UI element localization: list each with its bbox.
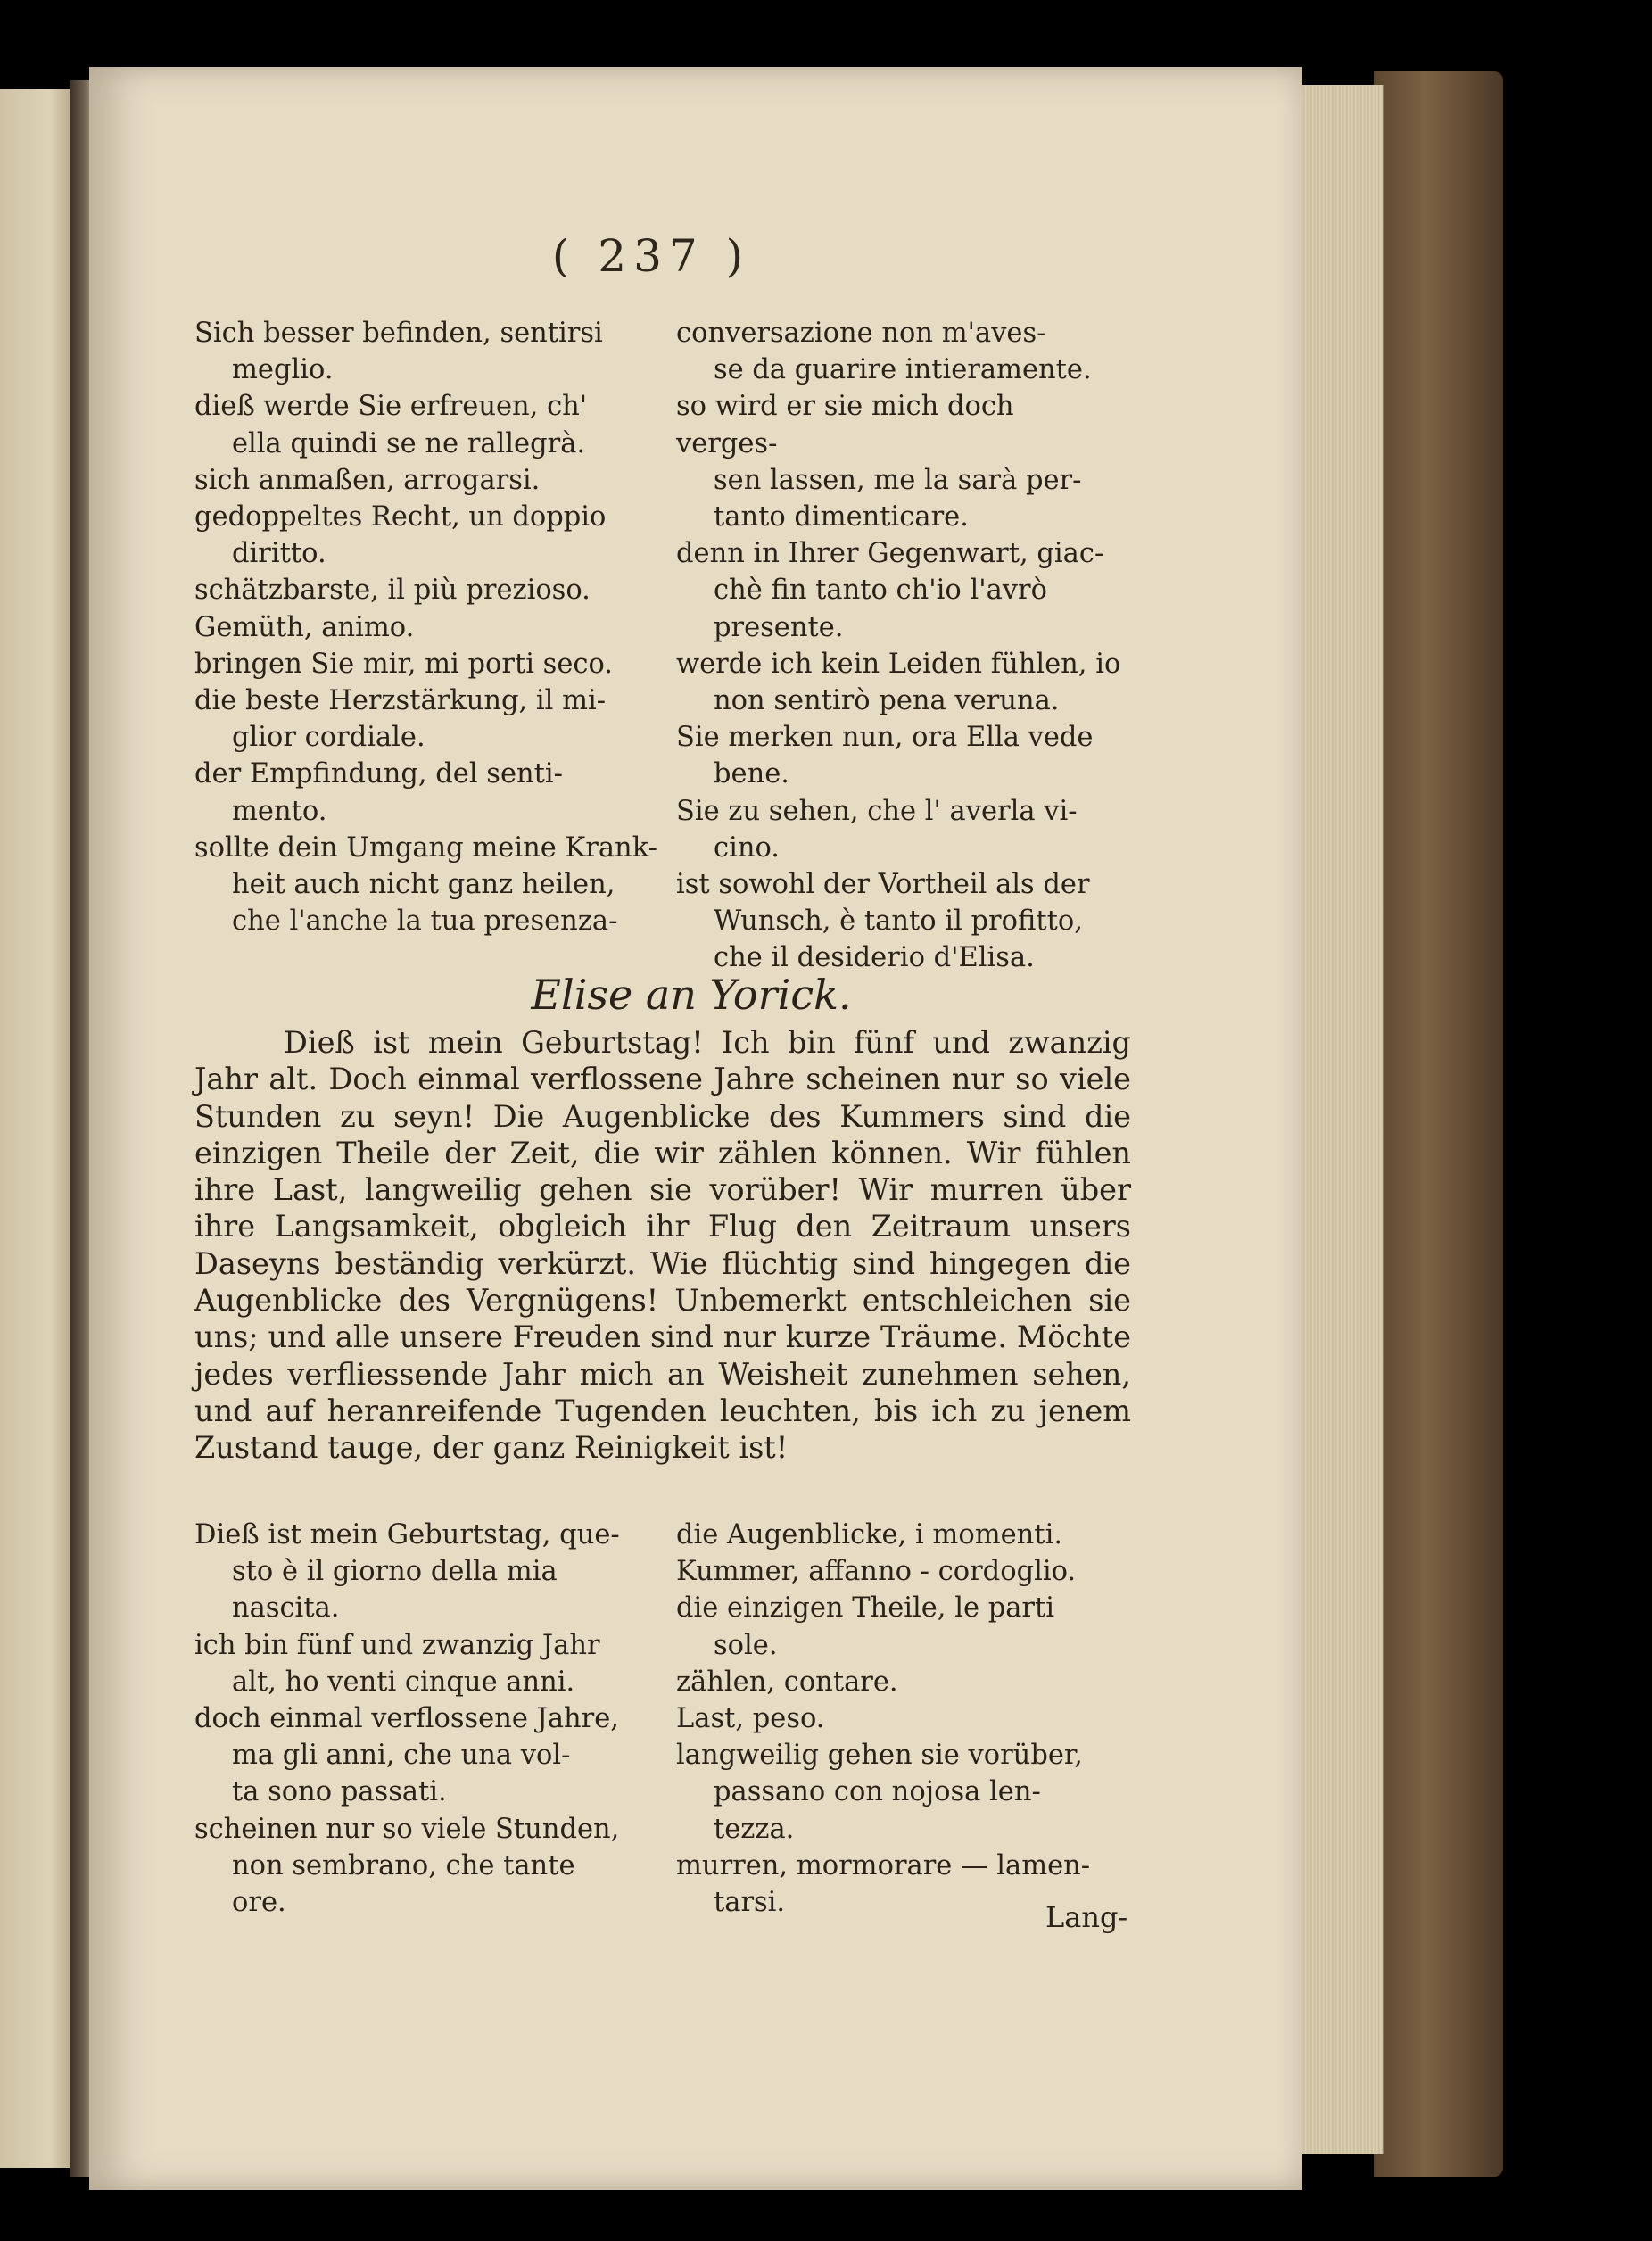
glossary-continuation: sole. xyxy=(714,1629,778,1661)
glossary-entry xyxy=(194,609,658,646)
glossary-gloss: un doppio xyxy=(459,501,607,533)
glossary-gloss: mormorare — lamen- xyxy=(788,1849,1091,1881)
glossary-headword: die beste Herzstärkung, xyxy=(194,685,528,717)
glossary-continuation: tarsi. xyxy=(714,1887,786,1919)
book-cover-edge xyxy=(1374,71,1503,2177)
glossary-headword: ich bin fünf und zwanzig Jahr xyxy=(194,1629,600,1661)
glossary-bottom-left xyxy=(194,1517,658,1921)
section-title: Elise an Yorick. xyxy=(531,971,852,1019)
glossary-entry xyxy=(194,572,658,608)
glossary-continuation: mento. xyxy=(232,795,327,827)
glossary-continuation: che il desiderio d'Elisa. xyxy=(714,942,1035,974)
glossary-headword: langweilig gehen sie vorüber, xyxy=(676,1740,1083,1772)
glossary-entry xyxy=(194,388,658,461)
glossary-continuation: che l'anche la tua presenza- xyxy=(232,905,618,938)
glossary-entry xyxy=(676,1700,1122,1737)
glossary-headword: denn in Ihrer Gegenwart, xyxy=(676,538,1028,570)
glossary-gloss: arrogarsi. xyxy=(394,464,541,496)
glossary-entry xyxy=(676,1553,1122,1590)
glossary-continuation: ore. xyxy=(232,1887,286,1919)
glossary-headword: Kummer, xyxy=(676,1556,800,1588)
glossary-continuation: nascita. xyxy=(232,1592,340,1625)
glossary-entry xyxy=(676,793,1122,866)
glossary-continuation: sto è il giorno della mia xyxy=(232,1556,558,1588)
glossary-headword: dieß werde Sie erfreuen, xyxy=(194,391,539,423)
left-page-edge xyxy=(0,89,71,2168)
glossary-headword: Sie merken nun, xyxy=(676,722,904,754)
glossary-headword: Dieß ist mein Geburtstag, xyxy=(194,1519,551,1551)
glossary-gloss: que- xyxy=(550,1519,620,1551)
glossary-gloss: i momenti. xyxy=(906,1519,1063,1551)
glossary-headword: die Augenblicke, xyxy=(676,1519,907,1551)
glossary-gloss: animo. xyxy=(312,611,415,643)
glossary-continuation: cino. xyxy=(714,831,781,864)
glossary-entry xyxy=(676,535,1122,646)
glossary-gloss: sentirsi xyxy=(491,318,603,349)
glossary-gloss: le parti xyxy=(946,1592,1054,1625)
glossary-headword: schätzbarste, xyxy=(194,575,379,607)
glossary-gloss: peso. xyxy=(744,1703,825,1735)
glossary-headword: werde ich kein Leiden fühlen, xyxy=(676,648,1087,680)
glossary-headword: doch einmal verflossene Jahre, xyxy=(194,1703,619,1735)
catchword: Lang- xyxy=(1045,1900,1128,1934)
glossary-top-left xyxy=(194,315,658,939)
glossary-entry xyxy=(194,1700,658,1811)
glossary-continuation: non sentirò pena veruna. xyxy=(714,685,1060,717)
glossary-entry xyxy=(676,315,1122,388)
glossary-gloss: del senti- xyxy=(426,758,563,790)
glossary-continuation: meglio. xyxy=(232,354,334,386)
glossary-entry xyxy=(676,1517,1122,1553)
glossary-headword: so wird er sie mich doch verges- xyxy=(676,391,1014,459)
glossary-entry xyxy=(194,830,658,940)
glossary-gloss: il mi- xyxy=(527,685,607,717)
glossary-top-right xyxy=(676,315,1122,977)
glossary-gloss: che l' averla vi- xyxy=(858,795,1078,827)
glossary-entry xyxy=(676,1664,1122,1700)
glossary-gloss: io xyxy=(1086,648,1121,680)
glossary-continuation: bene. xyxy=(714,758,789,790)
glossary-continuation: diritto. xyxy=(232,538,326,570)
glossary-continuation: sen lassen, me la sarà per- xyxy=(714,464,1082,496)
glossary-entry xyxy=(194,1517,658,1627)
glossary-continuation: chè fin tanto ch'io l'avrò xyxy=(714,575,1047,607)
glossary-gloss: ch' xyxy=(538,391,588,423)
glossary-entry xyxy=(194,1811,658,1922)
glossary-continuation: se da guarire intieramente. xyxy=(714,354,1092,386)
glossary-headword: Sich besser befinden, xyxy=(194,318,491,349)
glossary-gloss: conversazione non m'aves- xyxy=(676,318,1046,349)
glossary-headword: zählen, xyxy=(676,1666,776,1698)
glossary-entry xyxy=(194,682,658,756)
glossary-gloss: giac- xyxy=(1028,538,1104,570)
glossary-continuation: alt, ho venti cinque anni. xyxy=(232,1666,575,1698)
glossary-headword: Gemüth, xyxy=(194,611,313,643)
glossary-gloss: il più prezioso. xyxy=(378,575,591,607)
glossary-headword: gedoppeltes Recht, xyxy=(194,501,460,533)
glossary-continuation: tanto dimenticare. xyxy=(714,501,969,533)
glossary-headword: sollte dein Umgang meine Krank- xyxy=(194,831,657,864)
glossary-headword: Sie zu sehen, xyxy=(676,795,859,827)
glossary-entry xyxy=(194,1627,658,1700)
glossary-headword: scheinen nur so viele Stunden, xyxy=(194,1813,620,1845)
glossary-headword: der Empfindung, xyxy=(194,758,427,790)
glossary-headword: sich anmaßen, xyxy=(194,464,395,496)
glossary-continuation: ma gli anni, che una vol- xyxy=(232,1740,571,1772)
glossary-headword: bringen Sie mir, xyxy=(194,648,417,680)
glossary-entry xyxy=(676,388,1122,535)
glossary-entry xyxy=(194,462,658,499)
glossary-gloss: affanno - cordoglio. xyxy=(799,1556,1077,1588)
glossary-entry xyxy=(676,1737,1122,1848)
glossary-entry xyxy=(194,646,658,682)
glossary-continuation: heit auch nicht ganz heilen, xyxy=(232,869,615,901)
glossary-continuation: ella quindi se ne rallegrà. xyxy=(232,427,586,459)
glossary-entry xyxy=(676,866,1122,977)
glossary-entry xyxy=(194,756,658,829)
glossary-headword: Last, xyxy=(676,1703,745,1735)
glossary-entry xyxy=(676,646,1122,719)
glossary-continuation: non sembrano, che tante xyxy=(232,1849,575,1881)
glossary-continuation: Wunsch, è tanto il profitto, xyxy=(714,905,1083,938)
letter-body-text: Dieß ist mein Geburtstag! Ich bin fünf und zwanzig Jahr alt. Doch einmal verflossene Jahre scheinen nur so viele Stunden zu seyn! Die Augenblicke des Kummers sind die einzigen Theile der Zeit, die wir zählen können. Wir fühlen ihre Last, langweilig gehen sie vorüber! Wir murren über ihre Langsamkeit, obgleich ihr Flug den Zeitraum unsers Daseyns beständig verkürzt. Wie flüchtig sind hingegen die Augenblicke des Vergnügens! Unbemerkt entschleichen sie uns; und alle unsere Freuden sind nur kurze Träume. Möchte jedes verfliessende Jahr mich an Weisheit zunehmen sehen, und auf heranreifende Tugenden leuchten, bis ich zu jenem Zustand tauge, der ganz Reinigkeit ist! xyxy=(194,1025,1131,1466)
glossary-bottom-right xyxy=(676,1517,1122,1921)
glossary-continuation: tezza. xyxy=(714,1813,795,1845)
glossary-entry xyxy=(676,1590,1122,1663)
glossary-headword: ist sowohl der Vortheil als der xyxy=(676,869,1090,901)
glossary-entry xyxy=(676,719,1122,792)
glossary-entry xyxy=(194,499,658,572)
glossary-headword: murren, xyxy=(676,1849,789,1881)
glossary-continuation: ta sono passati. xyxy=(232,1776,447,1808)
glossary-continuation: passano con nojosa len- xyxy=(714,1776,1041,1808)
glossary-gloss: contare. xyxy=(775,1666,898,1698)
glossary-continuation: presente. xyxy=(714,611,844,643)
glossary-gloss: mi porti seco. xyxy=(416,648,613,680)
glossary-headword: die einzigen Theile, xyxy=(676,1592,946,1625)
glossary-entry xyxy=(194,315,658,388)
glossary-continuation: glior cordiale. xyxy=(232,722,425,754)
glossary-gloss: ora Ella vede xyxy=(903,722,1094,754)
page-number: ( 237 ) xyxy=(551,230,751,282)
